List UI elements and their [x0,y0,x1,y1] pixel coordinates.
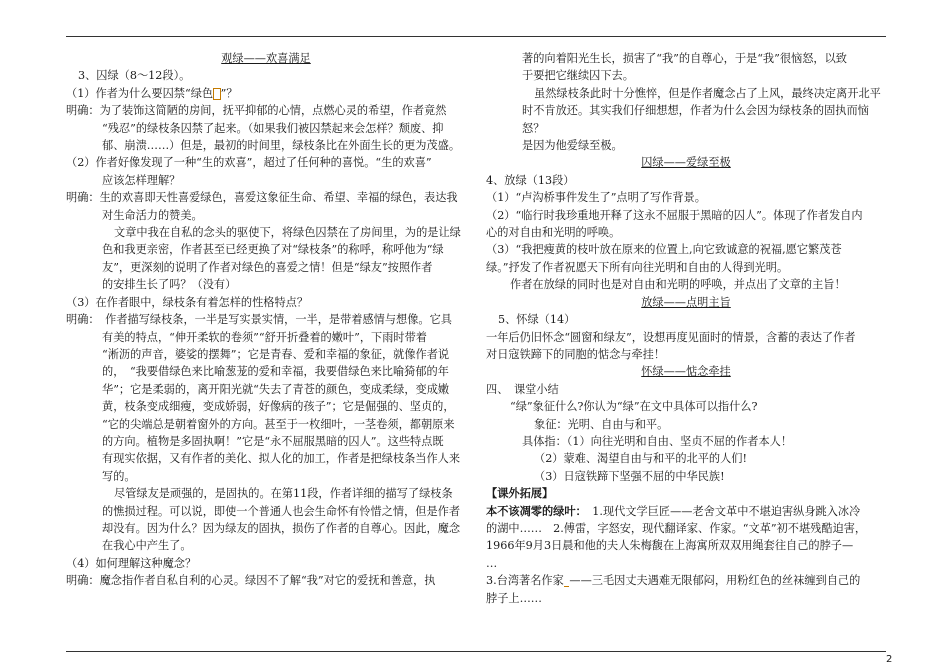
summary-symbol: 象征：光明、自由与和平。 [534,417,669,431]
summary-question: “绿”象征什么?你认为“绿”在文中具体可以指什么? [510,400,758,414]
extension-line-6: 脖子上…… [486,591,542,605]
answer-3-line-8: 的方向。植物是多固执啊！”它是“永不屈服黑暗的囚人”。这些特点既 [102,434,444,448]
answer-4: 明确：魔念指作者自私自利的心灵。绿因不了解“我”对它的爱抚和善意，执 [66,574,436,588]
answer-3-line-10: 写的。 [102,469,136,483]
comment-marker [213,88,221,100]
answer-3-line-5: 华”；它是柔弱的，离开阳光就“失去了青苍的颜色，变成柔绿，变成嫩 [102,382,450,396]
answer-4-line-2: 著的向着阳光生长，损害了“我”的自尊心，于是“我”很恼怒，以致 [522,52,847,65]
answer-3-line-9: 有现实依据，又有作者的美化、拟人化的加工，作者是把绿枝条当作人来 [102,452,461,466]
paragraph-2-line-3: 却没有。因为什么？因为绿友的固执，损伤了作者的自尊心。因此，魔念 [102,521,461,535]
answer-3-line-7: “它的尖端总是朝着窗外的方向。甚至于一枚细叶，一茎卷须，都朝原来 [102,417,455,431]
question-3: （3）在作者眼中，绿枝条有着怎样的性格特点？ [66,295,309,309]
section-title-qiu-lv: 3、囚绿（8～12段）。 [78,69,191,83]
answer-3: 明确： 作者描写绿枝条，一半是写实景实情，一半，是带着感情与想像。它具 [66,313,452,327]
answer-3-line-2: 有美的特点，“伸开柔软的卷须”“舒开折叠着的嫩叶”，下雨时带着 [102,330,427,344]
answer-3-line-6: 黄，枝条变成细瘦，变成娇弱，好像病的孩子”；它是倔强的、坚贞的， [102,400,455,414]
answer-2: 明确：生的欢喜即天性喜爱绿色，喜爱这象征生命、希望、幸福的绿色，表达我 [66,191,458,205]
paragraph-2-line-4: 在我心中产生了。 [102,539,192,553]
section-heading-fang-lv: 放绿——点明主旨 [641,295,731,309]
fang-lv-point-2: （2）“临行时我珍重地开释了这永不屈服于黑暗的囚人”。体现了作者发自内 [486,208,863,222]
extension-line-1: 本不该凋零的绿叶： 1.现代文学巨匠——老舍文革中不堪迫害纵身跳入冰冷 [486,504,861,518]
paragraph-2-line-2: 的憔损过程。可以说，即使一个普通人也会生命怀有怜惜之情，但是作者 [102,504,461,518]
question-2-line-2: 应该怎样理解？ [102,173,181,187]
question-4: （4）如何理解这种魔念？ [66,556,197,570]
extension-line-4: … [486,556,498,570]
summary-item-2: （2）蒙难、渴望自由与和平的北平的人们! [534,452,747,466]
section-heading-guan-lv: 观绿——欢喜满足 [221,52,311,65]
fang-lv-point-3-line-2: 绿。”抒发了作者祝愿天下所有向往光明和自由的人得到光明。 [486,260,789,274]
answer-1-line-2: “残忍”的绿枝条囚禁了起来。（如果我们被囚禁起来会怎样？颓废、抑 [102,121,444,135]
fang-lv-point-2-line-2: 心的对自由和光明的呼唤。 [486,226,621,240]
question-1: （1）作者为什么要囚禁“绿色 ”？ [66,86,238,100]
fang-lv-point-3: （3）“我把瘦黄的枝叶放在原来的位置上,向它致诚意的祝福,愿它繁茂苍 [486,243,842,257]
paragraph-2: 尽管绿友是顽强的，是固执的。在第11段，作者详细的描写了绿枝条 [114,487,453,501]
extension-bold-label: 本不该凋零的绿叶： [486,504,582,518]
extension-line-5: 3.台湾著名作家 ——三毛因丈夫遇难无限郁闷，用粉红色的丝袜缠到自己的 [486,574,861,588]
answer-3-line-4: 的， “我要借绿色来比喻葱茏的爱和幸福，我要借绿色来比喻猗郁的年 [102,365,449,379]
huai-lv-text-line-2: 对日寇铁蹄下的同胞的惦念与牵挂！ [486,347,666,361]
fang-lv-point-1: （1）“卢沟桥事件发生了”点明了写作背景。 [486,191,706,205]
answer-3-line-3: “淅沥的声音，婆娑的摆舞”；它是青春、爱和幸福的象征，就像作者说 [102,347,450,361]
section-title-huai-lv: 5、怀绿（14） [498,313,576,327]
answer-4-line-3: 于要把它继续囚下去。 [522,69,634,83]
extension-heading: 【课外拓展】 [486,487,554,501]
paragraph-1-line-3: 友”，更深刻的说明了作者对绿色的喜爱之情！但是“绿友”按照作者 [102,260,433,274]
paragraph-1-line-2: 色和我更亲密，作者甚至已经更换了对“绿枝条”的称呼，称呼他为“绿 [102,243,444,257]
section-heading-qiu-lv: 囚绿——爱绿至极 [641,156,731,170]
paragraph-3: 虽然绿枝条此时十分憔悴，但是作者魔念占了上风，最终决定离开北平 [534,86,881,100]
summary-item-1: 具体指：（1）向往光明和自由、坚贞不屈的作者本人！ [522,434,793,448]
paragraph-3-line-2: 时不肯放还。其实我们仔细想想，作者为什么会因为绿枝条的固执而恼怒？ [522,104,869,135]
section-title-summary: 四、 课堂小结 [486,382,559,396]
left-column [66,50,466,590]
question-2: （2）作者好像发现了一种“生的欢喜”，超过了任何种的喜悦。“生的欢喜” [66,156,432,170]
summary-item-3: （3）日寇铁蹄下坚强不屈的中华民族! [534,469,725,483]
footer-rule [66,651,886,652]
paragraph-1: 文章中我在自私的念头的驱使下，将绿色囚禁在了房间里，为的是让绿 [114,226,461,240]
paragraph-1-line-4: 的安排生长了吗？（没有） [102,278,237,292]
extension-line-3: 1966年9月3日晨和他的夫人朱梅馥在上海寓所双双用绳套往自己的脖子— [486,539,854,553]
extension-line-2: 的湖中…… 2.傅雷，字怒安，现代翻译家、作家。“文革”初不堪残酷迫害， [486,521,867,535]
paragraph-3-line-3: 是因为他爱绿至极。 [522,139,623,153]
fang-lv-summary: 作者在放绿的同时也是对自由和光明的呼唤，并点出了文章的主旨！ [510,278,846,292]
huai-lv-text: 一年后仍旧怀念“圆窗和绿友”，设想再度见面时的情景，含蓄的表达了作者 [486,330,856,344]
page-number: 2 [886,654,893,665]
header-rule [66,36,886,37]
right-column [486,50,886,607]
answer-2-line-2: 对生命活力的赞美。 [102,208,203,222]
answer-1: 明确：为了装饰这简陋的房间，抚平抑郁的心情，点燃心灵的希望，作者竟然 [66,104,447,118]
section-title-fang-lv: 4、放绿（13段） [486,173,575,187]
section-heading-huai-lv: 怀绿——惦念牵挂 [641,365,731,379]
answer-1-line-3: 郁、崩溃……）但是，最初的时间里，绿枝条比在外面生长的更为茂盛。 [102,139,461,153]
